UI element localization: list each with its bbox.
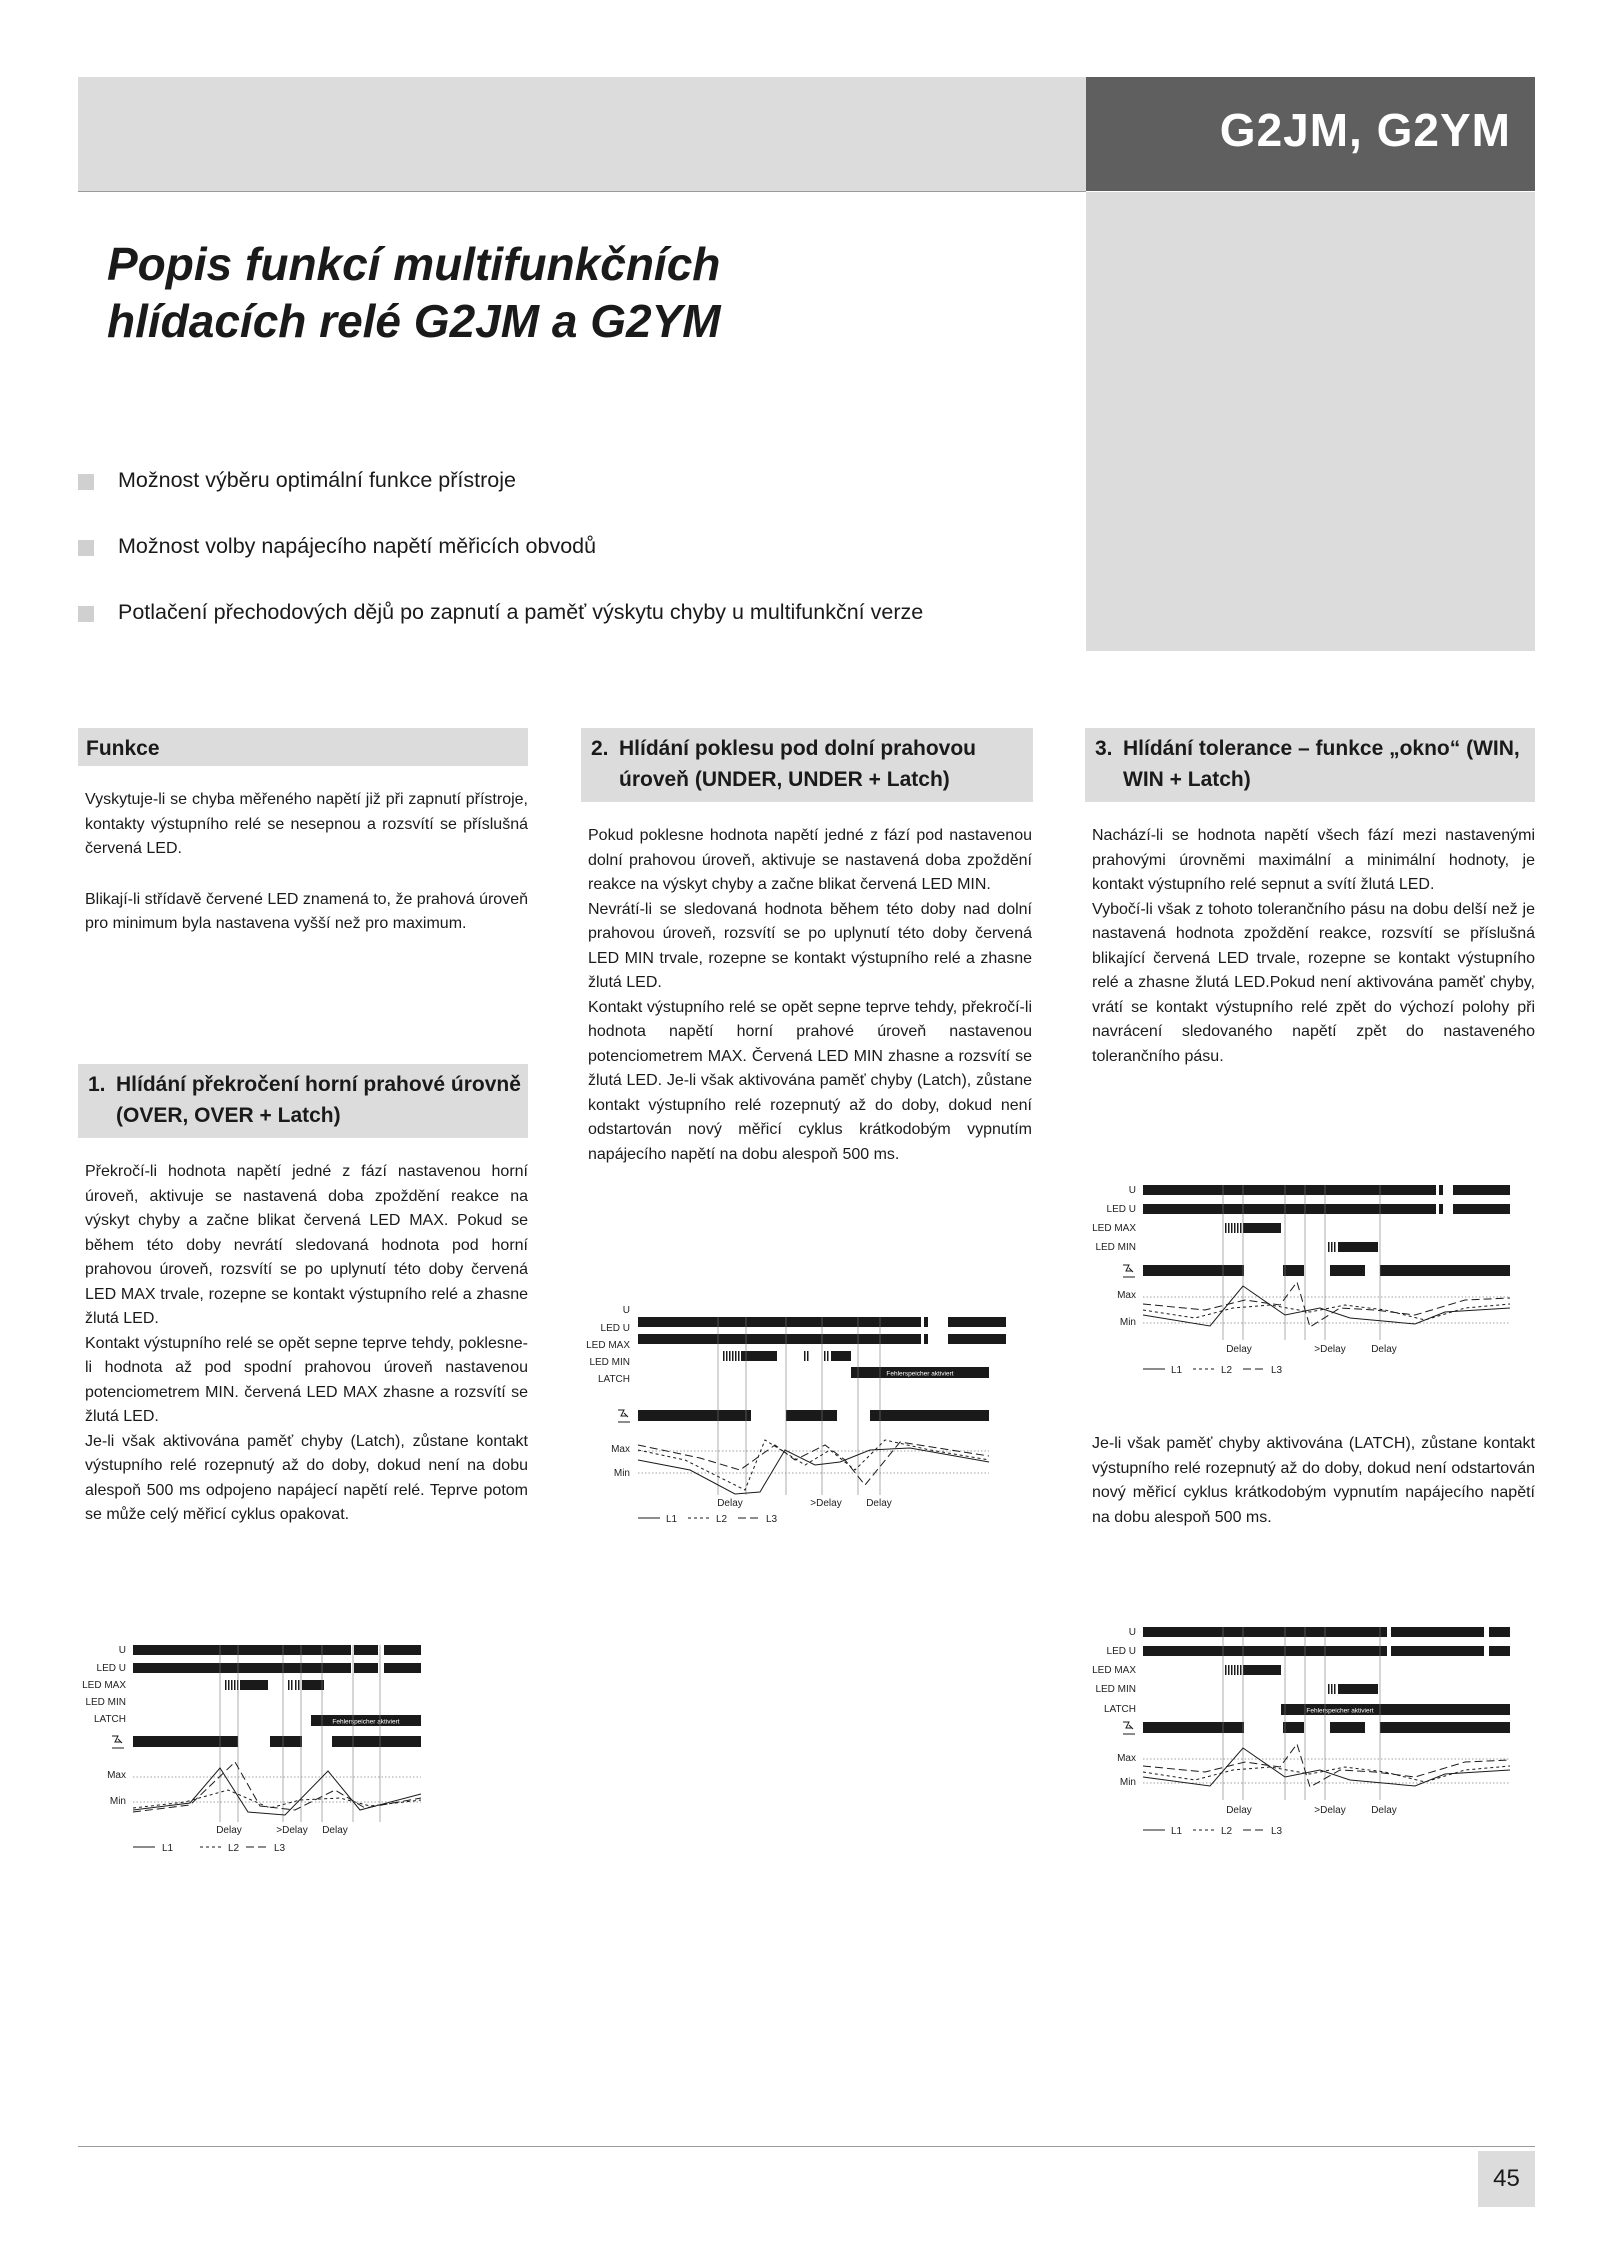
latch-note: Fehlerspeicher aktiviert [1306, 1707, 1374, 1715]
side-panel [1086, 192, 1535, 651]
bullet-square-icon [78, 540, 94, 556]
label-u: U [1128, 1627, 1136, 1638]
label-delay: Delay [866, 1498, 892, 1509]
legend-l2: L2 [228, 1843, 240, 1854]
label-led-u: LED U [1106, 1204, 1136, 1215]
label-u: U [118, 1645, 126, 1656]
label-delay: Delay [216, 1825, 242, 1836]
label-latch: LATCH [1103, 1704, 1136, 1715]
label-led-u: LED U [600, 1323, 630, 1334]
label-led-max: LED MAX [586, 1340, 630, 1351]
section3-latch-text: Je-li však paměť chyby aktivována (LATCH), zůstane kontakt výstupního relé rozepnutý až do doby, dokud není odstartován nový měřicí cyklus krátkodobým vypnutím napájecího napětí na dobu alespoň 500 ms. [1092, 1435, 1535, 1526]
page-number: 45 [1478, 2151, 1535, 2207]
timing-diagram-win [1085, 1180, 1535, 1386]
label-led-max: LED MAX [1092, 1665, 1136, 1676]
section1-text: Překročí-li hodnota napětí jedné z fází nastavenou horní úroveň, aktivuje se nastavená doba zpoždění reakce na výskyt chyby a začne blikat červená LED MAX. Pokud se během této doby nevrátí sledovaná hodnota pod horní prahovou úroveň, rozsvítí se po uplynutí této doby červená LED MAX trvale, rozepne se kontakt výstupního relé a zhasne žlutá LED. Kontakt výstupního relé se opět sepne teprve tehdy, poklesne-li hodnota až pod spodní prahovou úroveň nastavenou potenciometrem MIN. červená LED MAX zhasne a rozsvítí se žlutá LED. Je-li však aktivována paměť chyby (Latch), zůstane kontakt výstupního relé rozepnutý až do doby, dokud není na dobu alespoň 500 ms odpojeno napájecí napětí relé. Teprve potom se může celý měřicí cyklus opakovat. [85, 1163, 528, 1523]
label-led-min: LED MIN [1095, 1684, 1136, 1695]
page-title-line2: hlídacích relé G2JM a G2YM [107, 295, 721, 347]
legend-l1: L1 [1171, 1365, 1183, 1376]
label-led-max: LED MAX [82, 1680, 126, 1691]
funkce-text: Vyskytuje-li se chyba měřeného napětí již při zapnutí přístroje, kontakty výstupního relé se nesepnou a rozsvítí se příslušná červená LED. Blikají-li střídavě červené LED znamená to, že prahová úroveň pro minimum byla nastavena vyšší než pro maximum. [85, 791, 528, 932]
label-gt-delay: >Delay [810, 1498, 842, 1509]
label-latch: LATCH [597, 1374, 630, 1385]
feature-item: Potlačení přechodových dějů po zapnutí a paměť výskytu chyby u multifunkční verze [78, 598, 923, 664]
label-led-u: LED U [96, 1663, 126, 1674]
footer-divider [78, 2146, 1535, 2147]
label-delay: Delay [1226, 1344, 1252, 1355]
feature-item: Možnost výběru optimální funkce přístroje [78, 466, 923, 532]
section2-heading: 2. Hlídání poklesu pod dolní prahovou úroveň (UNDER, UNDER + Latch) [581, 728, 1033, 802]
label-min: Min [613, 1468, 630, 1479]
legend-l1: L1 [162, 1843, 174, 1854]
legend-l1: L1 [666, 1514, 678, 1525]
label-min: Min [109, 1796, 126, 1807]
label-max: Max [611, 1444, 630, 1455]
label-delay: Delay [717, 1498, 743, 1509]
label-min: Min [1119, 1777, 1136, 1788]
funkce-heading: Funkce [78, 728, 528, 766]
label-led-u: LED U [1106, 1646, 1136, 1657]
legend-l3: L3 [766, 1514, 778, 1525]
bullet-square-icon [78, 474, 94, 490]
label-led-min: LED MIN [1095, 1242, 1136, 1253]
legend-l3: L3 [1271, 1365, 1283, 1376]
header-band [78, 77, 1086, 191]
label-gt-delay: >Delay [1314, 1344, 1346, 1355]
page-title [107, 236, 1047, 350]
latch-note: Fehlerspeicher aktiviert [332, 1718, 400, 1726]
timing-diagram-win-latch [1085, 1620, 1535, 1842]
timing-diagram-under [580, 1300, 1030, 1525]
label-led-min: LED MIN [589, 1357, 630, 1368]
label-delay: Delay [1371, 1805, 1397, 1816]
label-delay: Delay [322, 1825, 348, 1836]
label-gt-delay: >Delay [1314, 1805, 1346, 1816]
label-delay: Delay [1226, 1805, 1252, 1816]
section2-text: Pokud poklesne hodnota napětí jedné z fází pod nastavenou dolní prahovou úroveň, aktivuje se nastavená doba zpoždění reakce na výskyt chyby a začne blikat červená LED MIN. Nevrátí-li se sledovaná hodnota během této doby nad dolní prahovou úroveň, rozsvítí se po uplynutí této doby červená LED MIN trvale, rozepne se kontakt výstupního relé a zhasne žlutá LED. Kontakt výstupního relé se opět sepne teprve tehdy, překročí-li hodnota napětí horní prahové úroveň nastavenou potenciometrem MAX. Červená LED MIN zhasne a rozsvítí se žlutá LED. Je-li však aktivována paměť chyby (Latch), zůstane kontakt výstupního relé rozepnutý až do doby, dokud není odstartován nový měřicí cyklus krátkodobým vypnutím napájecího napětí na dobu alespoň 500 ms. [588, 827, 1032, 1163]
page-title-line1: Popis funkcí multifunkčních [107, 238, 721, 290]
label-max: Max [107, 1770, 126, 1781]
label-max: Max [1117, 1753, 1136, 1764]
label-latch: LATCH [93, 1714, 126, 1725]
bullet-square-icon [78, 606, 94, 622]
legend-l2: L2 [1221, 1365, 1233, 1376]
latch-note: Fehlerspeicher aktiviert [886, 1370, 954, 1378]
label-min: Min [1119, 1317, 1136, 1328]
feature-item: Možnost volby napájecího napětí měřicích obvodů [78, 532, 923, 598]
legend-l1: L1 [1171, 1826, 1183, 1837]
label-delay: Delay [1371, 1344, 1397, 1355]
header-divider [78, 191, 1086, 192]
legend-l3: L3 [274, 1843, 286, 1854]
label-led-max: LED MAX [1092, 1223, 1136, 1234]
label-led-min: LED MIN [85, 1697, 126, 1708]
timing-diagram-over [70, 1640, 520, 1862]
legend-l2: L2 [1221, 1826, 1233, 1837]
label-u: U [622, 1305, 630, 1316]
legend-l2: L2 [716, 1514, 728, 1525]
label-u: U [1128, 1185, 1136, 1196]
legend-l3: L3 [1271, 1826, 1283, 1837]
section1-heading: 1. Hlídání překročení horní prahové úrovně (OVER, OVER + Latch) [78, 1064, 528, 1138]
model-badge: G2JM, G2YM [1086, 77, 1535, 191]
label-max: Max [1117, 1290, 1136, 1301]
section3-text: Nachází-li se hodnota napětí všech fází mezi nastavenými prahovými úrovněmi maximální a minimální hodnoty, je kontakt výstupního relé sepnut a svítí žlutá LED. Vybočí-li však z tohoto tolerančního pásu na dobu delší než je nastavená hodnota zpoždění reakce, rozsvítí se příslušná blikající červená LED trvale, rozepne se kontakt výstupního relé a zhasne žlutá LED.Pokud není aktivována paměť chyby, vrátí se kontakt výstupního relé zpět do výchozí polohy při navrácení sledovaného napětí zpět do nastaveného tolerančního pásu. [1092, 827, 1535, 1065]
label-gt-delay: >Delay [276, 1825, 308, 1836]
section3-heading: 3. Hlídání tolerance – funkce „okno“ (WIN, WIN + Latch) [1085, 728, 1535, 802]
feature-list [78, 466, 923, 664]
